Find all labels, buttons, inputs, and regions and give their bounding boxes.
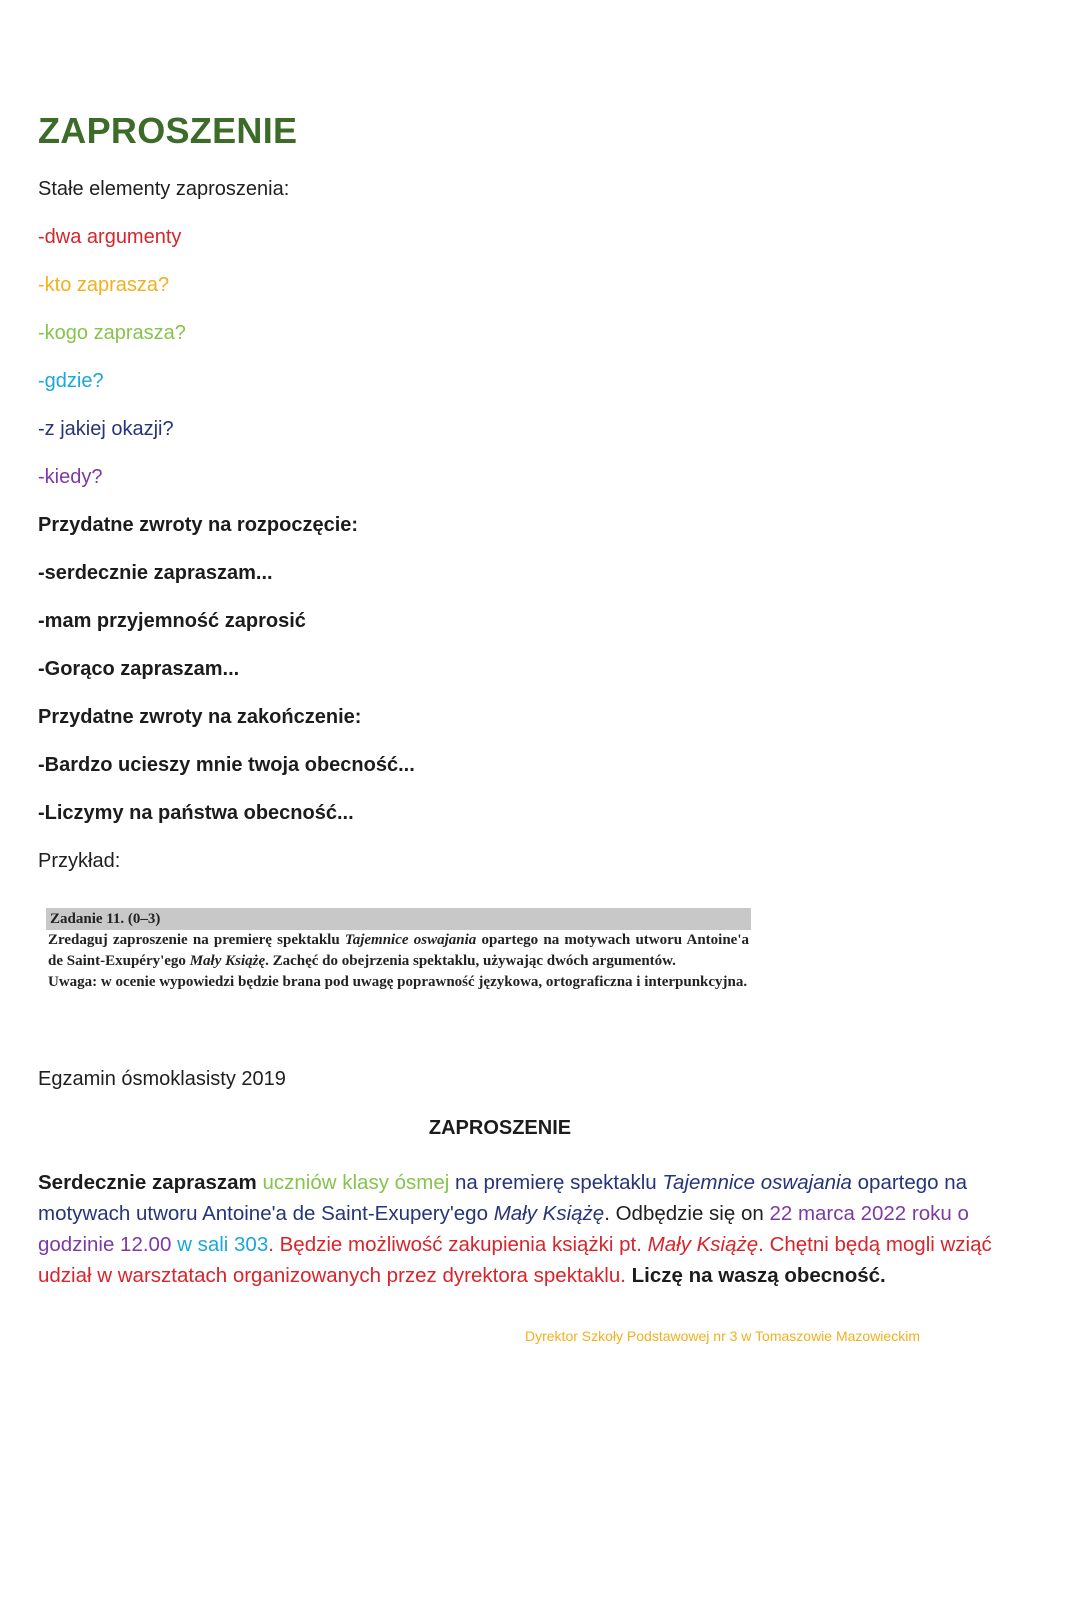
exam-text: Zredaguj zaproszenie na premierę spektaklu — [48, 932, 345, 948]
element-item: -gdzie? — [38, 370, 104, 392]
element-item: -z jakiej okazji? — [38, 418, 174, 440]
invitation-book-title: Mały Książę — [647, 1233, 759, 1256]
exam-book-title: Mały Książę — [189, 953, 266, 969]
invitation-play-title: Tajemnice oswajania — [662, 1171, 852, 1194]
invitation-text: . Odbędzie się on — [604, 1202, 770, 1225]
invitation-where: w sali 303 — [171, 1233, 269, 1256]
invitation-book-title: Mały Książę — [493, 1202, 605, 1225]
invitation-whom: uczniów klasy ósmej — [256, 1171, 450, 1194]
opening-heading: Przydatne zwroty na rozpoczęcie: — [38, 514, 359, 536]
page-title: ZAPROSZENIE — [38, 110, 298, 151]
element-item: -kto zaprasza? — [38, 274, 170, 296]
elements-heading: Stałe elementy zaproszenia: — [38, 178, 290, 200]
invitation-argument: . Będzie możliwość zakupienia książki pt. — [268, 1233, 648, 1256]
invitation-occasion: opartego na motywach utworu Antoine'a de Saint-Exupery'ego — [38, 1171, 968, 1225]
invitation-argument: . Chętni będą mogli wziąć udział w warsztatach organizowanych przez dyrektora spektaklu. — [38, 1233, 992, 1287]
element-item: -kiedy? — [38, 466, 103, 488]
invitation-when: 22 marca 2022 roku o godzinie 12.00 — [38, 1202, 969, 1256]
exam-task-box — [46, 908, 751, 993]
closing-heading: Przydatne zwroty na zakończenie: — [38, 706, 362, 728]
element-item: -kogo zaprasza? — [38, 322, 186, 344]
signature: Dyrektor Szkoły Podstawowej nr 3 w Tomaszowie Mazowieckim — [525, 1328, 920, 1344]
exam-source: Egzamin ósmoklasisty 2019 — [38, 1068, 286, 1090]
invitation-occasion: na premierę spektaklu — [449, 1171, 663, 1194]
invitation-paragraph — [38, 1167, 1018, 1291]
exam-text: . Zachęć do obejrzenia spektaklu, używając dwóch argumentów. — [265, 953, 676, 969]
element-item: -dwa argumenty — [38, 226, 182, 248]
exam-task-header: Zadanie 11. (0–3) — [46, 908, 751, 930]
exam-text: opartego na motywach utworu Antoine'a de Saint-Exupéry'ego — [48, 932, 750, 969]
opening-phrase: -Gorąco zapraszam... — [38, 658, 240, 680]
closing-phrase: -Liczymy na państwa obecność... — [38, 802, 354, 824]
opening-phrase: -serdecznie zapraszam... — [38, 562, 273, 584]
exam-task-note: Uwaga: w ocenie wypowiedzi będzie brana pod uwagę poprawność językowa, ortograficzna i interpunkcyjna. — [48, 974, 748, 990]
example-label: Przykład: — [38, 850, 121, 872]
opening-phrase: -mam przyjemność zaprosić — [38, 610, 306, 632]
invitation-closing: Liczę na waszą obecność. — [625, 1264, 886, 1287]
invitation-who-invites: Serdecznie zapraszam — [38, 1171, 257, 1194]
invitation-title: ZAPROSZENIE — [428, 1117, 572, 1139]
exam-task-text — [46, 930, 751, 972]
closing-phrase: -Bardzo ucieszy mnie twoja obecność... — [38, 754, 415, 776]
exam-play-title: Tajemnice oswajania — [344, 932, 477, 948]
